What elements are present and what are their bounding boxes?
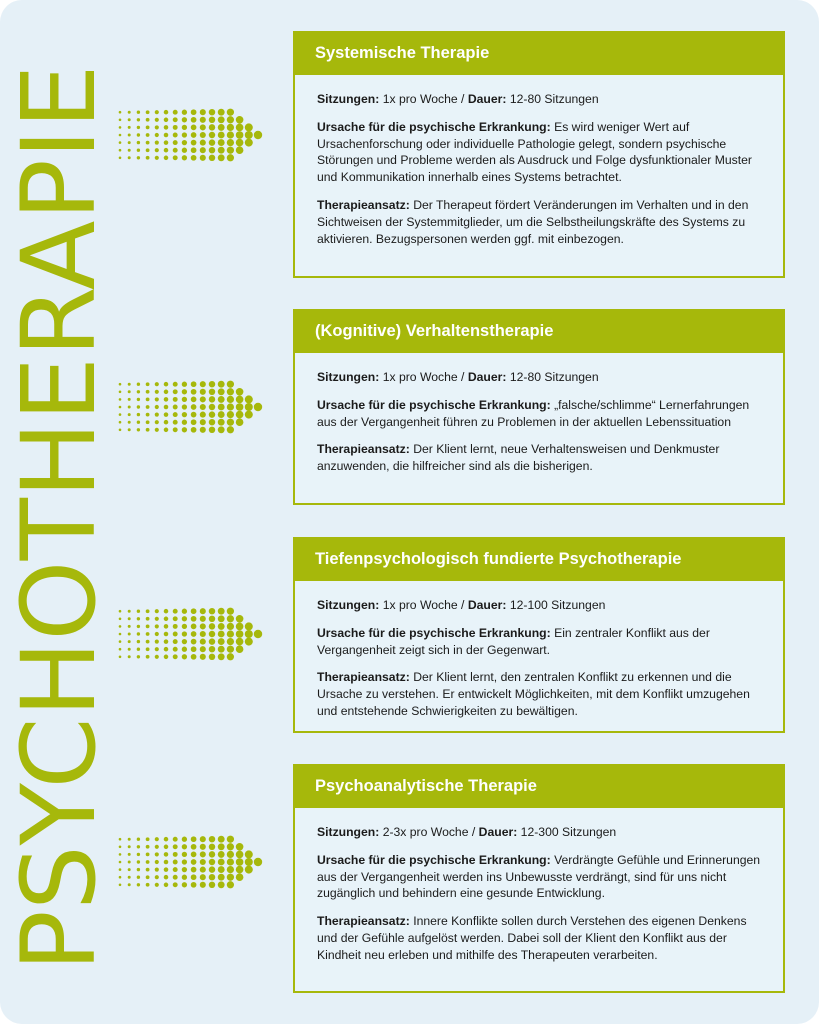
approach-paragraph <box>317 441 761 475</box>
sessions-line <box>317 369 761 386</box>
cause-label: Ursache für die psychische Erkrankung: <box>317 852 551 867</box>
cause-label: Ursache für die psychische Erkrankung: <box>317 119 551 134</box>
sessions-label: Sitzungen: <box>317 370 380 384</box>
cause-label: Ursache für die psychische Erkrankung: <box>317 625 551 640</box>
approach-paragraph <box>317 913 761 963</box>
approach-label: Therapieansatz: <box>317 442 410 457</box>
sessions-label: Sitzungen: <box>317 92 380 106</box>
approach-paragraph <box>317 197 761 247</box>
card-body <box>295 353 783 496</box>
cause-paragraph <box>317 852 761 902</box>
cause-paragraph <box>317 397 761 431</box>
therapy-card-behavioral <box>293 309 785 505</box>
approach-text: Innere Konflikte sollen durch Verstehen des eigenen Denkens und der Gefühle aufgelöst werden. Dabei soll der Klient den Konflikt aus der Kindheit neu erleben und mithilfe des Therapeuten verarbeiten. <box>317 914 747 962</box>
approach-label: Therapieansatz: <box>317 914 410 929</box>
duration-value: 12-100 Sitzungen <box>509 598 606 612</box>
sessions-line <box>317 597 761 614</box>
duration-label: Dauer: <box>467 370 507 384</box>
therapy-card-systemic <box>293 31 785 278</box>
sessions-label: Sitzungen: <box>317 598 380 612</box>
dotted-arrow-icon <box>114 606 284 662</box>
cause-text: „falsche/schlimme“ Lernerfahrungen aus der Vergangenheit führen zu Problemen in der aktuellen Lebenssituation <box>317 397 750 429</box>
cause-label: Ursache für die psychische Erkrankung: <box>317 397 551 412</box>
card-body <box>295 75 783 268</box>
cause-text: Es wird weniger Wert auf Ursachenforschung oder individuelle Pathologie gelegt, sondern psychische Störungen und Probleme werden als Ausdruck und Folge dysfunktionaler Muster und Kommunikation innerhalb eines Systems betrachtet. <box>317 119 752 185</box>
frequency-value: 1x pro Woche / <box>382 92 465 106</box>
card-title: Systemische Therapie <box>293 31 785 75</box>
frequency-value: 1x pro Woche / <box>382 598 465 612</box>
duration-value: 12-80 Sitzungen <box>509 92 599 106</box>
duration-value: 12-300 Sitzungen <box>520 825 617 839</box>
approach-paragraph <box>317 669 761 719</box>
duration-label: Dauer: <box>467 92 507 106</box>
cause-paragraph <box>317 119 761 186</box>
approach-label: Therapieansatz: <box>317 670 410 685</box>
frequency-value: 1x pro Woche / <box>382 370 465 384</box>
duration-label: Dauer: <box>467 598 507 612</box>
sessions-line <box>317 824 761 841</box>
frequency-value: 2-3x pro Woche / <box>382 825 476 839</box>
dotted-arrow-icon <box>114 107 284 163</box>
duration-label: Dauer: <box>478 825 518 839</box>
sessions-line <box>317 91 761 108</box>
approach-text: Der Therapeut fördert Veränderungen im Verhalten und in den Sichtweisen der Systemmitglieder, um die Selbstheilungskräfte des Systems zu aktivieren. Bezugspersonen werden ggf. mit einbezogen. <box>317 197 749 246</box>
duration-value: 12-80 Sitzungen <box>509 370 599 384</box>
therapy-card-psychoanalytic <box>293 764 785 993</box>
sessions-label: Sitzungen: <box>317 825 380 839</box>
dotted-arrow-icon <box>114 834 284 890</box>
cause-paragraph <box>317 625 761 659</box>
approach-label: Therapieansatz: <box>317 197 410 212</box>
card-title: Psychoanalytische Therapie <box>293 764 785 808</box>
therapy-card-depth-psychology <box>293 537 785 733</box>
cause-text: Verdrängte Gefühle und Erinnerungen aus der Vergangenheit werden ins Unbewusste verdrängt, sind für uns nicht zugänglich und behindern eine gesunde Entwicklung. <box>317 852 761 901</box>
card-title: Tiefenpsychologisch fundierte Psychotherapie <box>293 537 785 581</box>
approach-text: Der Klient lernt, neue Verhaltensweisen und Denkmuster anzuwenden, die hilfreicher sind als die bisherigen. <box>317 442 720 474</box>
dotted-arrow-icon <box>114 379 284 435</box>
cause-text: Ein zentraler Konflikt aus der Vergangenheit zeigt sich in der Gegenwart. <box>317 625 710 657</box>
card-title: (Kognitive) Verhaltenstherapie <box>293 309 785 353</box>
approach-text: Der Klient lernt, den zentralen Konflikt zu erkennen und die Ursache zu verstehen. Er entwickelt Möglichkeiten, mit dem Konflikt umzugehen und entstehende Schwierigkeiten zu bewältigen. <box>317 670 750 718</box>
vertical-title: PSYCHOTHERAPIE <box>0 64 119 972</box>
card-body <box>295 808 783 985</box>
card-body <box>295 581 783 741</box>
